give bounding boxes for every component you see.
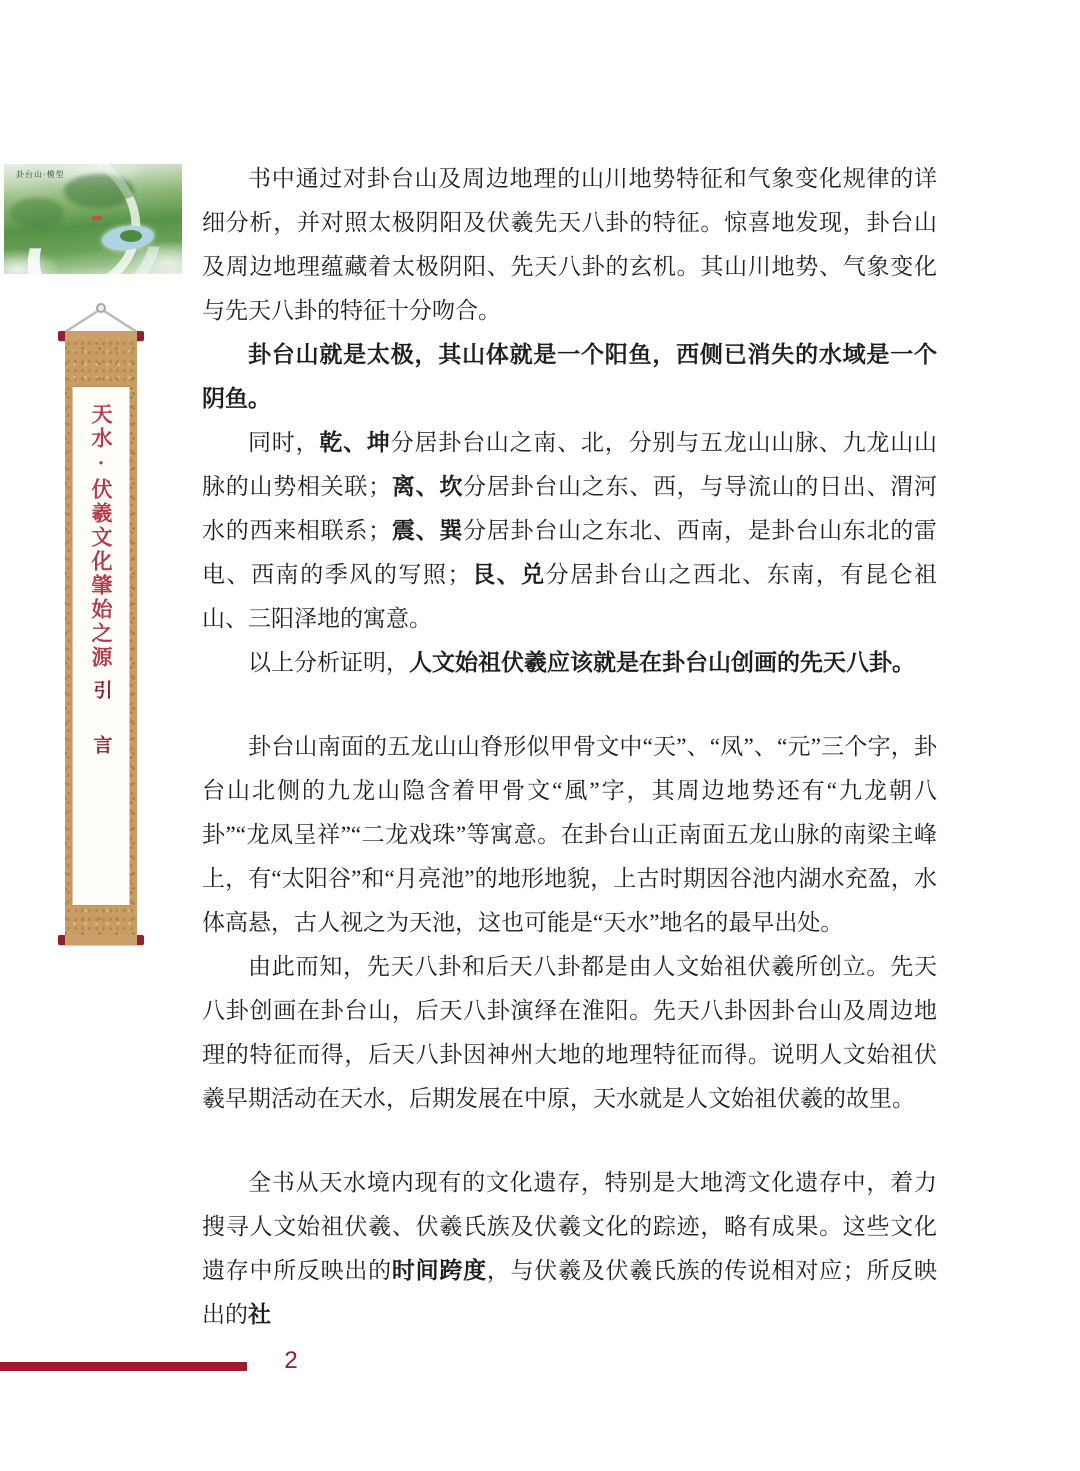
text-segment: 书中通过对卦台山及周边地理的山川地势特征和气象变化规律的详细分析，并对照太极阴阳及伏羲先天八卦的特征。惊喜地发现，卦台山及周边地理蕴藏着太极阴阳、先天八卦的玄机。其山川地势、气象变化与先天八卦的特征十分吻合。 (202, 166, 937, 323)
image-caption: 卦台山·模型 (16, 170, 65, 179)
text-segment: 分居卦台山之东、西，与导流山的日出、渭河水的西来相联系； (202, 474, 938, 543)
paragraph-4 (202, 641, 937, 685)
bold-text-segment: 震、巽 (391, 518, 464, 543)
scroll-panel (73, 387, 130, 905)
scroll-mount (65, 339, 137, 941)
footer-rule-bar (0, 1362, 247, 1371)
bold-text-segment: 艮、兑 (470, 562, 546, 587)
text-segment: 由此而知，先天八卦和后天八卦都是由人文始祖伏羲所创立。先天八卦创画在卦台山，后天八卦演绎在淮阳。先天八卦因卦台山及周边地理的特征而得，后天八卦因神州大地的地理特征而得。说明人文始祖伏羲早期活动在天水，后期发展在中原，天水就是人文始祖伏羲的故里。 (202, 954, 937, 1111)
bold-text-segment: 人文始祖伏羲应该就是在卦台山创画的先天八卦。 (409, 650, 915, 675)
red-label-mark (92, 216, 102, 220)
paragraph-7 (202, 1161, 937, 1337)
bold-text-segment: 时间跨度 (391, 1258, 487, 1283)
text-segment: 分居卦台山之南、北，分别与五龙山山脉、九龙山山脉的山势相关联； (202, 430, 938, 499)
scroll-bottom-rod (58, 935, 144, 945)
scroll-subtitle: 引言 (90, 680, 112, 790)
bold-text-segment: 卦台山就是太极，其山体就是一个阳鱼，西侧已消失的水域是一个阴鱼。 (202, 342, 937, 411)
paragraph-3 (202, 421, 937, 641)
paragraph-1 (202, 157, 937, 333)
text-segment: 分居卦台山之西北、东南，有昆仑祖山、三阳泽地的寓意。 (202, 562, 938, 631)
guataishan-model-image (4, 164, 182, 274)
bold-text-segment: 社 (248, 1302, 271, 1327)
text-segment: 同时， (248, 430, 320, 455)
page-number: 2 (284, 1347, 298, 1374)
scroll-title: 天水·伏羲文化肇始之源 (89, 403, 113, 670)
bold-text-segment: 乾、坤 (319, 430, 391, 455)
text-segment: 以上分析证明， (248, 650, 409, 675)
body-text (202, 157, 937, 1337)
hanging-scroll (56, 302, 146, 952)
text-segment: 卦台山南面的五龙山山脊形似甲骨文中“天”、“凤”、“元”三个字，卦台山北侧的九龙山隐含着甲骨文“風”字，其周边地势还有“九龙朝八卦”“龙凤呈祥”“二龙戏珠”等寓意。在卦台山正南面五龙山脉的南梁主峰上，有“太阳谷”和“月亮池”的地形地貌，上古时期因谷池内湖水充盈，水体高悬，古人视之为天池，这也可能是“天水”地名的最早出处。 (202, 734, 937, 935)
paragraph-6 (202, 945, 937, 1121)
text-segment: 全书从天水境内现有的文化遗存，特别是大地湾文化遗存中，着力搜寻人文始祖伏羲、伏羲氏族及伏羲文化的踪迹，略有成果。这些文化遗存中所反映出的 (202, 1170, 937, 1283)
text-segment: ，与伏羲及伏羲氏族的传说相对应；所反映出的 (202, 1258, 938, 1327)
paragraph-2 (202, 333, 937, 421)
paragraph-5 (202, 725, 937, 945)
bold-text-segment: 离、坎 (391, 474, 464, 499)
islet-shape (120, 230, 142, 242)
text-segment: 分居卦台山之东北、西南，是卦台山东北的雷电、西南的季风的写照； (202, 518, 938, 587)
